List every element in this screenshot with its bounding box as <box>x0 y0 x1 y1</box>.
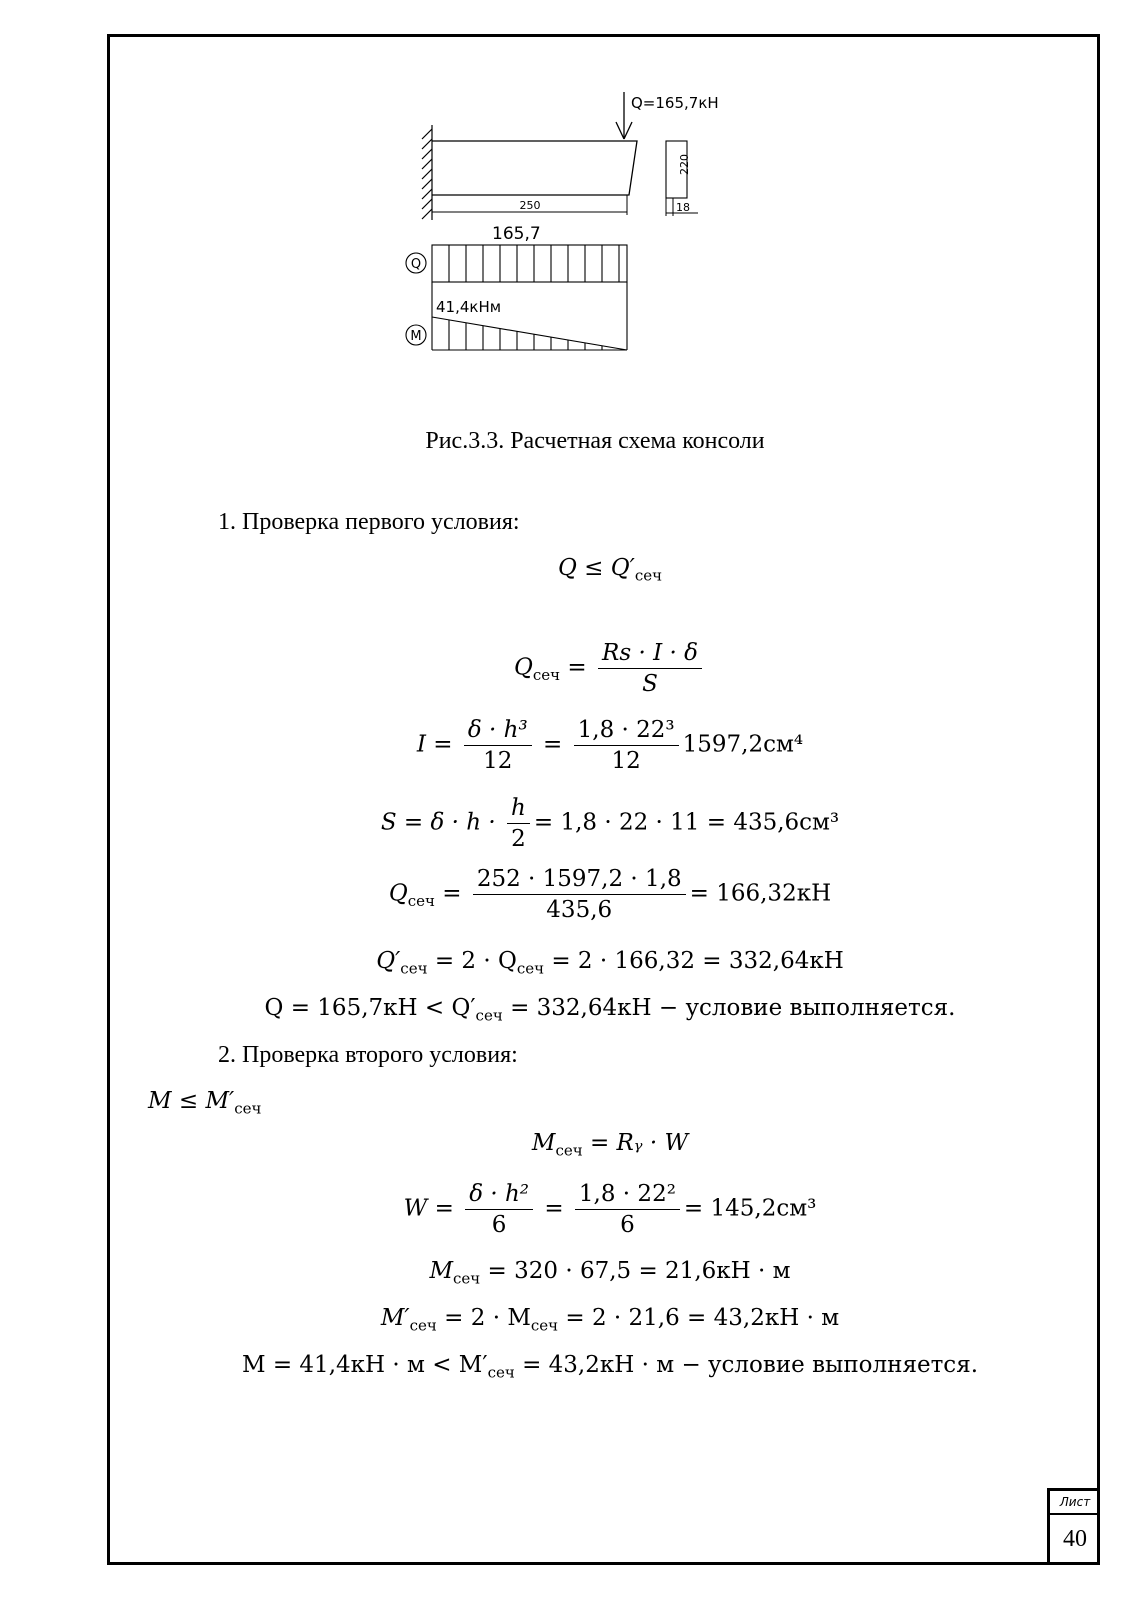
section-modulus-formula: W = $\frac{\text{δ · h²}}{6}$ = $\frac{\text{1,8 · 22²}}{6}$ = 145,2см³ <box>403 1181 817 1238</box>
qprime-calc: $Q'_{сеч} = 2 \cdot Q_{сеч} = 2 \cdot 166,32 = 332,64кН$ <box>376 948 844 978</box>
shear-value: 165,7 <box>492 224 541 244</box>
condition-2: $M \le M'_{сеч}$ <box>148 1088 262 1118</box>
load-arrow <box>616 92 632 139</box>
load-label: Q=165,7кН <box>631 94 719 112</box>
qsech-calc: $Q_{сеч}$ = $\frac{252 \cdot 1597,2 \cdot 1,8}{435,6}$ = 166,32кН <box>388 866 832 923</box>
inertia-formula: I = $\frac{\text{δ · h³}}{12}$ = $\frac{\text{1,8 · 22³}}{12}$ 1597,2см⁴ <box>416 717 804 774</box>
shear-diagram <box>432 245 627 282</box>
height-dim: 220 <box>678 154 691 175</box>
static-moment-formula: S = δ · h · $\frac{h}{2}$ = 1,8 · 22 · 11 = 435,6см³ <box>380 795 840 852</box>
shear-symbol: Q <box>410 257 422 272</box>
wall-support <box>422 125 432 220</box>
cantilever-diagram <box>395 85 755 360</box>
moment-symbol: M <box>410 329 422 344</box>
q-check: $Q = 165,7кН < Q'_{сеч} = 332,64кН$ − условие выполняется. <box>264 995 956 1025</box>
mprime-calc: $M'_{сеч} = 2 \cdot M_{сеч} = 2 \cdot 21,6 = 43,2кН \cdot м$ <box>380 1305 840 1335</box>
step1-heading: 1. Проверка первого условия: <box>218 509 520 535</box>
msech-calc: $M_{сеч} = 320 \cdot 67,5 = 21,6кН \cdot м$ <box>429 1258 791 1288</box>
thickness-dim: 18 <box>676 201 690 214</box>
m-check: $M = 41,4кН \cdot м < M'_{сеч} = 43,2кН \cdot м$ − условие выполняется. <box>241 1352 979 1382</box>
sheet-number: 40 <box>1063 1526 1087 1552</box>
condition-1: $Q \le Q'_{сеч}$ <box>557 555 663 585</box>
figure-caption: Рис.3.3. Расчетная схема консоли <box>425 428 765 454</box>
qsech-formula: $Q_{сеч}$ = $\frac{Rs \cdot I \cdot \delta}{S}$ <box>0 640 1132 697</box>
moment-value: 41,4кНм <box>436 298 502 316</box>
msech-formula: $M_{сеч}$ = Rᵧ · W <box>531 1130 689 1160</box>
step2-heading: 2. Проверка второго условия: <box>218 1042 518 1068</box>
length-dim: 250 <box>519 199 541 212</box>
sheet-label: Лист <box>1050 1491 1100 1515</box>
sheet-stamp <box>1047 1488 1100 1565</box>
moment-diagram <box>432 282 627 350</box>
console-plate <box>432 141 637 195</box>
